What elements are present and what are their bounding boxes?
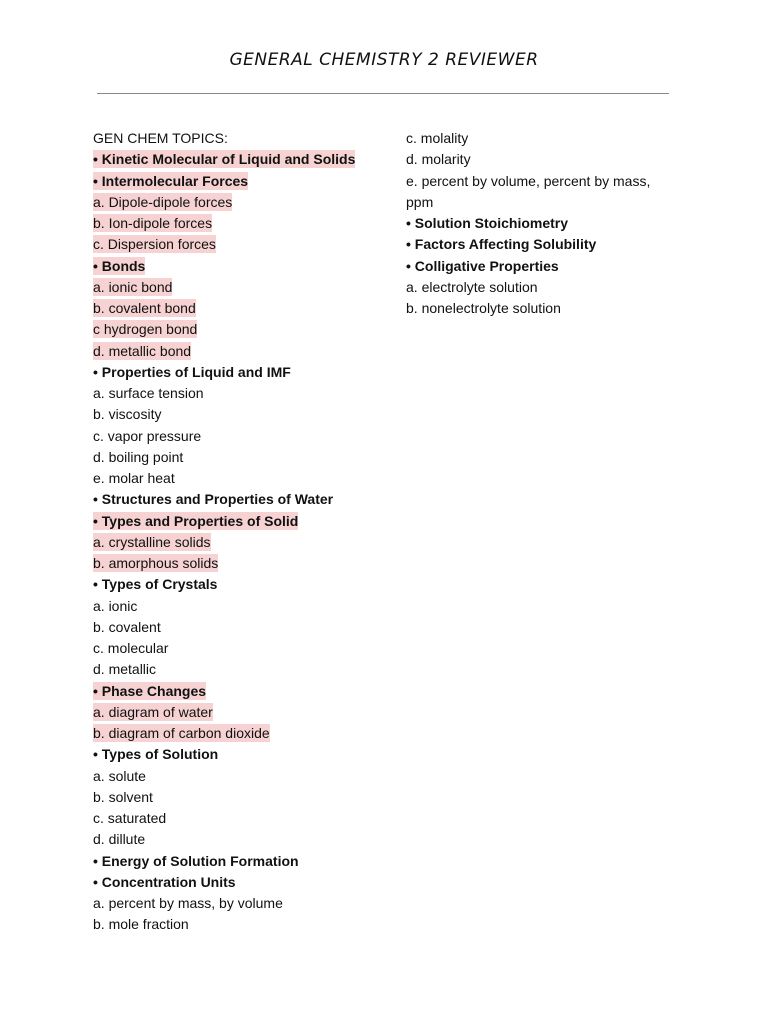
item-text: a. crystalline solids [93,533,211,550]
list-item [93,319,383,340]
topic-heading [93,489,383,510]
item-text: a. Dipole-dipole forces [93,193,233,210]
list-item [93,702,383,723]
left-topic-column [93,128,383,936]
item-text: • Solution Stoichiometry [406,215,569,231]
topic-heading [93,362,383,383]
list-item [406,277,668,298]
item-text: a. ionic bond [93,278,173,295]
item-text: b. covalent bond [93,300,196,316]
topic-heading [406,234,668,255]
list-item [93,659,383,680]
list-item [93,213,383,234]
page-title: GENERAL CHEMISTRY 2 REVIEWER [229,50,539,70]
item-text: • Types of Crystals [93,576,218,593]
item-text: c. saturated [93,810,167,826]
list-item [93,914,383,935]
topic-heading [93,171,383,192]
item-text: • Properties of Liquid and IMF [93,363,291,380]
item-text: d. metallic bond [93,342,192,359]
item-text: GEN CHEM TOPICS: [93,130,228,146]
topic-heading [93,851,383,872]
list-item [93,447,383,468]
list-item [406,298,668,319]
item-text: b. amorphous solids [93,555,219,571]
item-text: • Phase Changes [93,682,207,699]
list-item [93,596,383,617]
item-text: b. viscosity [93,406,162,423]
item-text: b. mole fraction [93,916,189,933]
item-text: c. molality [406,130,469,146]
topic-heading [93,744,383,765]
item-text: c. molecular [93,640,169,656]
list-item [93,808,383,829]
item-text: • Intermolecular Forces [93,172,249,189]
item-text: c. Dispersion forces [93,236,216,253]
topic-heading [93,681,383,702]
list-item [93,787,383,808]
item-text: • Colligative Properties [406,257,559,274]
list-item [93,277,383,298]
topic-heading [93,511,383,532]
topic-heading [93,256,383,277]
list-item [406,171,668,214]
item-text: b. nonelectrolyte solution [406,300,561,316]
list-item [406,149,668,170]
list-item [93,341,383,362]
item-text: a. solute [93,767,146,784]
item-text: • Types and Properties of Solid [93,512,299,529]
list-item [93,893,383,914]
item-text: • Types of Solution [93,746,219,763]
item-text: d. metallic [93,661,157,678]
item-text: c. vapor pressure [93,427,202,444]
topic-heading [93,872,383,893]
list-item [93,426,383,447]
list-item [93,468,383,489]
item-text: b. Ion-dipole forces [93,215,213,231]
item-text: a. surface tension [93,385,204,401]
item-text: a. ionic [93,597,138,614]
topic-heading [93,574,383,595]
topic-heading [93,149,383,170]
item-text: • Bonds [93,257,146,274]
item-text: • Structures and Properties of Water [93,491,334,508]
item-text: a. electrolyte solution [406,278,538,295]
item-text: • Factors Affecting Solubility [406,236,597,253]
item-text: a. percent by mass, by volume [93,895,283,911]
list-item [93,766,383,787]
section-label [93,128,383,149]
list-item [93,617,383,638]
topic-heading [406,213,668,234]
topic-heading [406,256,668,277]
item-text: • Kinetic Molecular of Liquid and Solids [93,151,356,168]
item-text: • Concentration Units [93,873,236,890]
item-text: b. covalent [93,618,161,635]
list-item [93,192,383,213]
item-text: c hydrogen bond [93,321,198,338]
item-text: b. solvent [93,788,153,805]
list-item [93,404,383,425]
item-text: a. diagram of water [93,703,213,720]
list-item [93,553,383,574]
item-text: d. boiling point [93,448,184,465]
item-text: e. molar heat [93,470,175,486]
item-text: e. percent by volume, percent by mass, ppm [406,172,651,210]
list-item [93,532,383,553]
list-item [93,383,383,404]
list-item [93,723,383,744]
list-item [406,128,668,149]
item-text: d. molarity [406,151,471,168]
item-text: • Energy of Solution Formation [93,852,299,869]
list-item [93,298,383,319]
list-item [93,829,383,850]
list-item [93,638,383,659]
item-text: d. dillute [93,831,146,848]
title-divider [97,93,669,94]
item-text: b. diagram of carbon dioxide [93,725,270,741]
right-topic-column [406,128,668,319]
list-item [93,234,383,255]
